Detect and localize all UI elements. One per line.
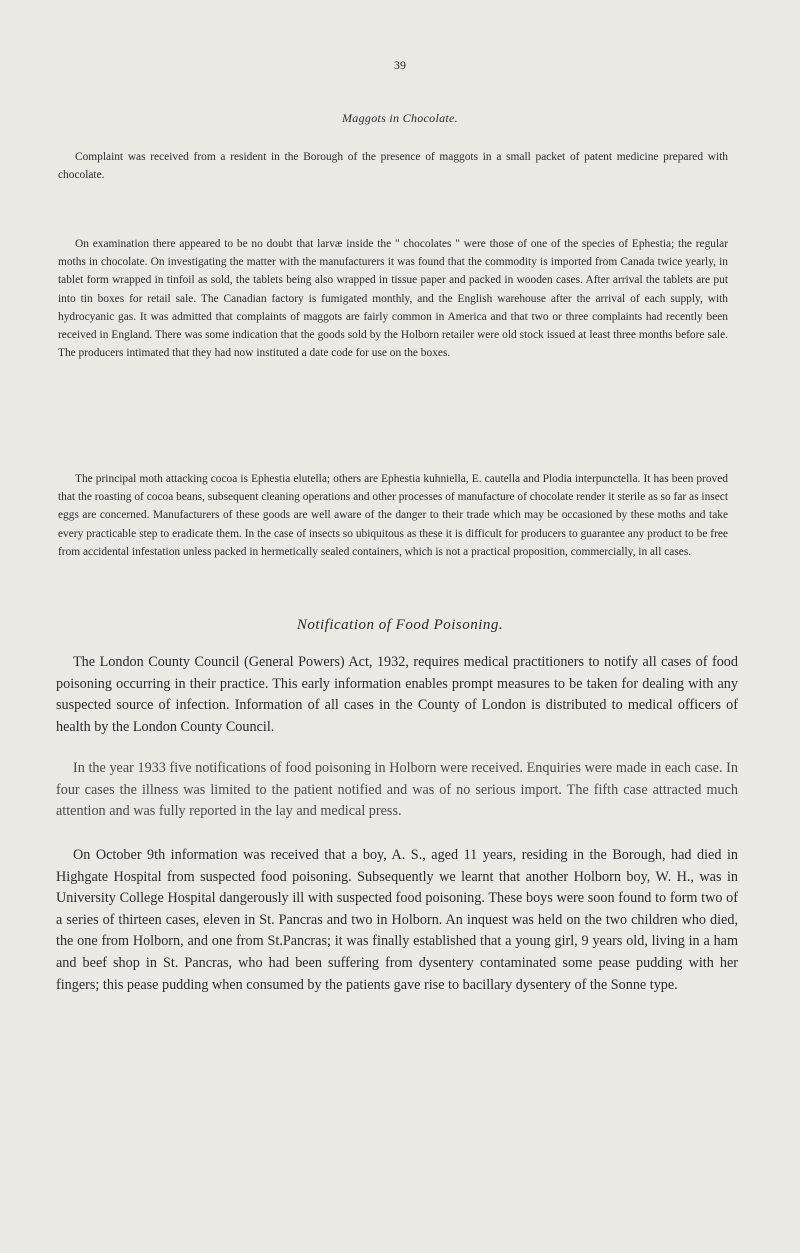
section-heading-food-poisoning: Notification of Food Poisoning. bbox=[296, 617, 504, 633]
section-heading-maggots: Maggots in Chocolate. bbox=[342, 111, 458, 125]
paragraph-maggots-complaint: Complaint was received from a resident in the Borough of the presence of maggots in a small packet of patent medicine prepared with chocolate. bbox=[58, 151, 728, 182]
paragraph-maggots-examination: On examination there appeared to be no doubt that larvæ inside the " chocolates " were those of one of the species of Ephestia; the regular moths in chocolate. On investigating the matter with the manufacturers it was found that the commodity is imported from Canada twice yearly, in tablet form wrapped in tinfoil as sold, the tablets being also wrapped in tissue paper and packed in wooden cases. After arrival the tablets are put into tin boxes for retail sale. The Canadian factory is fumigated monthly, and the English warehouse after the arrival of each supply, with hydrocyanic gas. It was admitted that complaints of maggots are fairly common in America and that two or three complaints had recently been received in England. There was some indication that the goods sold by the Holborn retailer were old stock issued at least three months before sale. The producers intimated that they had now instituted a date code for use on the boxes. bbox=[58, 238, 728, 360]
page-number: 39 bbox=[394, 58, 406, 72]
paragraph-food-poisoning-1933: In the year 1933 five notifications of food poisoning in Holborn were received. Enquiries were made in each case. In four cases the illness was limited to the patient notified and was of no serious import. The fifth case attracted much attention and was fully reported in the lay and medical press. bbox=[56, 760, 738, 820]
paragraph-food-poisoning-october: On October 9th information was received that a boy, A. S., aged 11 years, residing in the Borough, had died in Highgate Hospital from suspected food poisoning. Subsequently we learnt that another Holborn boy, W. H., was in University College Hospital dangerously ill with suspected food poisoning. These boys were soon found to form two of a series of thirteen cases, eleven in St. Pancras and two in Holborn. An inquest was held on the two children who died, the one from Holborn, and one from St.Pancras; it was finally established that a young girl, 9 years old, living in a ham and beef shop in St. Pancras, who had been suffering from dysentery contaminated some pease pudding with her fingers; this pease pudding when consumed by the patients gave rise to bacillary dysentery of the Sonne type. bbox=[56, 847, 738, 993]
paragraph-food-poisoning-act: The London County Council (General Powers) Act, 1932, requires medical practitioners to notify all cases of food poisoning occurring in their practice. This early information enables prompt measures to be taken for dealing with any suspected source of infection. Information of all cases in the County of London is distributed to medical officers of health by the London County Council. bbox=[56, 654, 738, 735]
paragraph-maggots-principal-moth: The principal moth attacking cocoa is Ephestia elutella; others are Ephestia kuhniella, E. cautella and Plodia interpunctella. It has been proved that the roasting of cocoa beans, subsequent cleaning operations and other processes of manufacture of chocolate render it sterile as so far as insect eggs are concerned. Manufacturers of these goods are well aware of the danger to their trade which may be occasioned by these moths and take every practicable step to eradicate them. In the case of insects so ubiquitous as these it is difficult for producers to guarantee any product to be free from accidental infestation unless packed in hermetically sealed containers, which is not a practical proposition, commercially, in all cases. bbox=[58, 473, 728, 558]
